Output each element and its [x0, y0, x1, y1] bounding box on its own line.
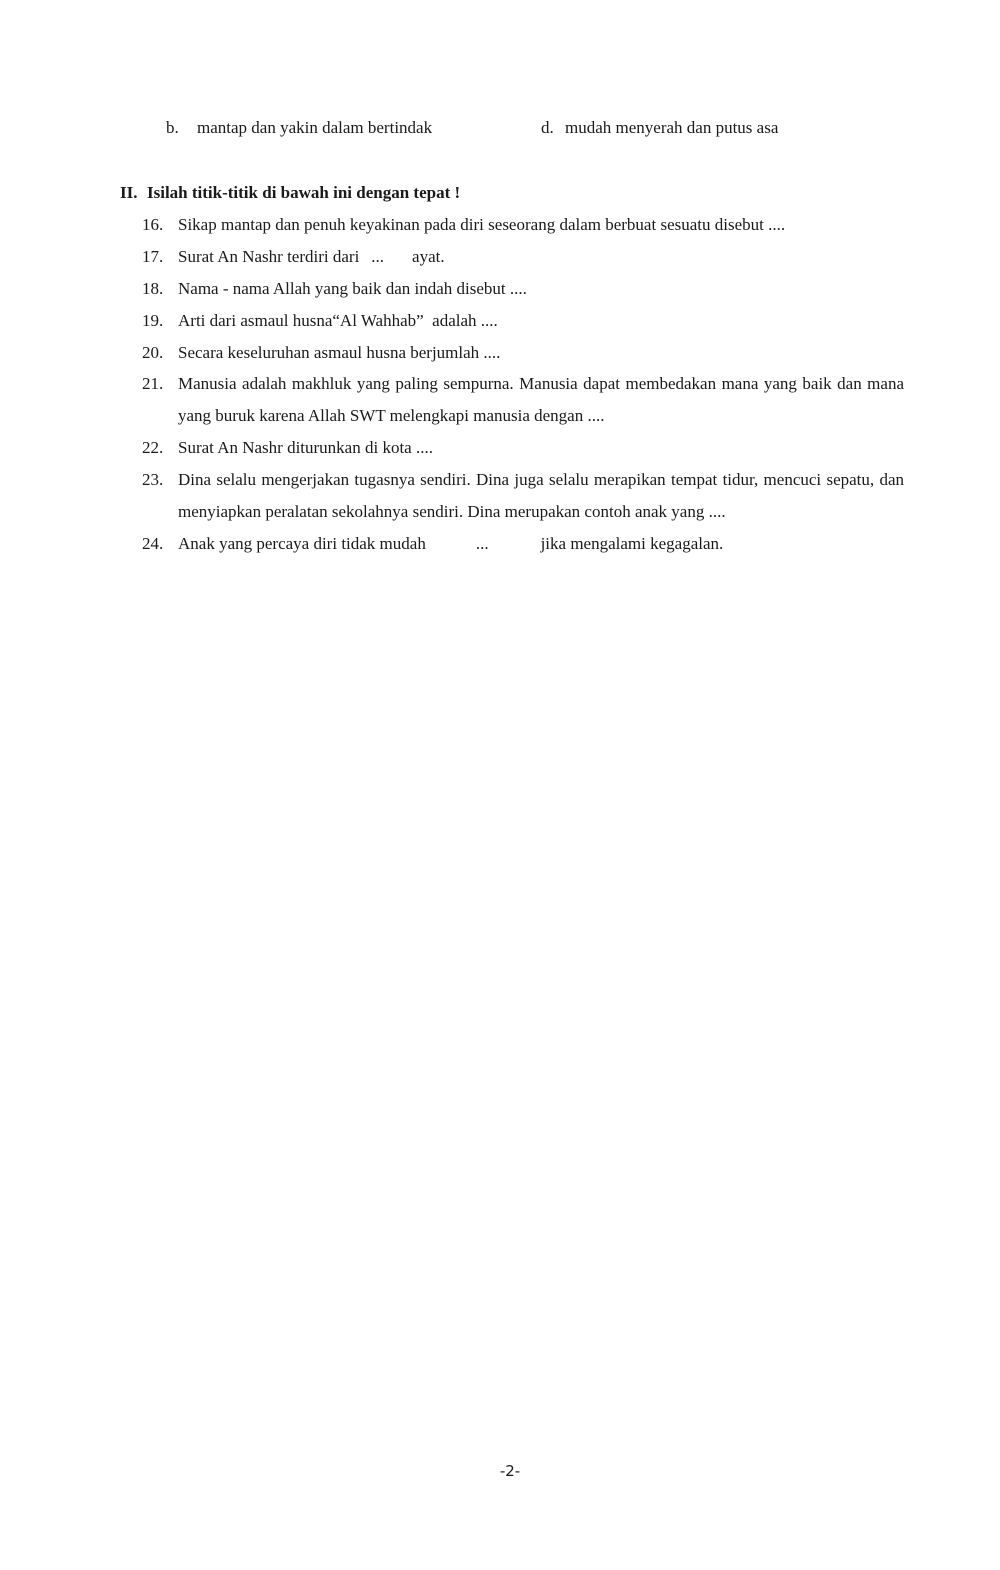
question-text-part2: jika mengalami kegagalan. [540, 534, 724, 553]
question-number: 20. [142, 343, 164, 362]
question-text: Manusia adalah makhluk yang paling sempurna. Manusia dapat membedakan mana yang baik dan mana yang buruk karena Allah SWT melengkapi manusia dengan .... [178, 374, 904, 425]
question-24 [142, 528, 904, 560]
option-d-letter: d. [541, 118, 554, 137]
question-text: Secara keseluruhan asmaul husna berjumlah .... [178, 343, 501, 362]
question-text: Surat An Nashr diturunkan di kota .... [178, 438, 433, 457]
question-text [178, 528, 904, 560]
question-number: 17. [142, 247, 164, 266]
question-16 [142, 209, 904, 241]
question-text: Arti dari asmaul husna“Al Wahhab” adalah .... [178, 311, 498, 330]
question-20 [142, 337, 904, 369]
option-b-letter: b. [166, 118, 179, 137]
question-23 [142, 464, 904, 528]
question-number: 21. [142, 374, 164, 393]
option-d [541, 118, 778, 138]
question-22 [142, 432, 904, 464]
section-heading [120, 183, 460, 203]
question-number: 22. [142, 438, 164, 457]
question-number: 18. [142, 279, 164, 298]
question-19 [142, 305, 904, 337]
question-text-part1: Surat An Nashr terdiri dari [178, 247, 360, 266]
question-number: 16. [142, 215, 164, 234]
answer-blank: ... [371, 247, 385, 266]
question-number: 19. [142, 311, 164, 330]
page-number: -2- [499, 1462, 521, 1480]
question-17 [142, 241, 904, 273]
option-b [166, 118, 432, 138]
answer-blank: ... [475, 534, 489, 553]
question-text-part2: ayat. [412, 247, 445, 266]
question-21 [142, 368, 904, 432]
section-title: Isilah titik-titik di bawah ini dengan tepat ! [147, 183, 461, 202]
option-b-text: mantap dan yakin dalam bertindak [197, 118, 433, 137]
previous-question-options [166, 118, 866, 142]
question-18 [142, 273, 904, 305]
question-text-part1: Anak yang percaya diri tidak mudah [178, 534, 426, 553]
question-number: 24. [142, 534, 164, 553]
section-number: II. [120, 183, 138, 202]
question-number: 23. [142, 470, 164, 489]
question-text: Sikap mantap dan penuh keyakinan pada diri seseorang dalam berbuat sesuatu disebut .... [178, 215, 786, 234]
question-text [178, 241, 904, 273]
question-text: Nama - nama Allah yang baik dan indah disebut .... [178, 279, 527, 298]
option-d-text: mudah menyerah dan putus asa [565, 118, 779, 137]
question-text: Dina selalu mengerjakan tugasnya sendiri. Dina juga selalu merapikan tempat tidur, mencuci sepatu, dan menyiapkan peralatan sekolahnya sendiri. Dina merupakan contoh anak yang .... [178, 470, 904, 521]
